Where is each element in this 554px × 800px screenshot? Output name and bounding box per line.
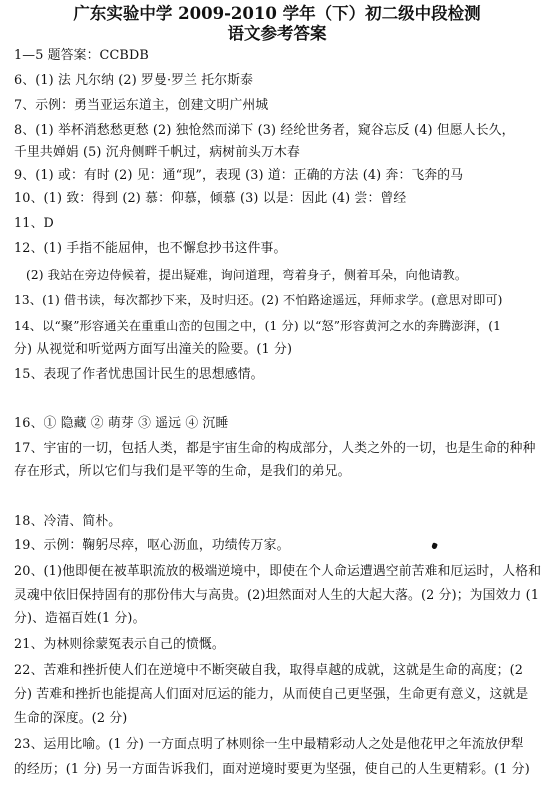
answer-line: 16、① 隐藏 ② 萌芽 ③ 遥远 ④ 沉睡: [14, 416, 229, 431]
answer-line: 21、为林则徐蒙冤表示自己的愤慨。: [14, 637, 225, 652]
answer-line: 分)、造福百姓(1 分)。: [14, 611, 146, 626]
answer-line: 14、以“聚”形容通关在重重山峦的包围之中，(1 分) 以“怒”形容黄河之水的奔腾澎湃，(1: [14, 319, 502, 333]
answer-line: 生命的深度。(2 分): [14, 711, 128, 726]
answer-line: 分) 从视觉和听觉两方面写出潼关的险要。(1 分): [14, 342, 293, 357]
answer-line: 存在形式，所以它们与我们是平等的生命，是我们的弟兄。: [14, 464, 351, 479]
answer-line: 6、(1) 法 凡尔纳 (2) 罗曼·罗兰 托尔斯泰: [14, 73, 254, 88]
answer-line: 22、苦难和挫折使人们在逆境中不断突破自我，取得卓越的成就，这就是生命的高度；(2: [14, 663, 524, 678]
answer-line: (2) 我站在旁边侍候着，提出疑难，询问道理，弯着身子，侧着耳朵，向他请教。: [26, 268, 468, 282]
answer-line: 11、D: [14, 216, 54, 231]
answer-line: 9、(1) 或：有时 (2) 见：通“现”，表现 (3) 道：正确的方法 (4) 奔：飞奔的马: [14, 168, 464, 183]
answer-line: 7、示例：勇当亚运东道主，创建文明广州城: [14, 98, 269, 113]
answer-line: 分) 苦难和挫折也能提高人们面对厄运的能力，从而使自己更坚强，生命更有意义，这就是: [14, 687, 529, 702]
answer-line: 8、(1) 举杯消愁愁更愁 (2) 独怆然而涕下 (3) 经纶世务者，窥谷忘反 (4) 但愿人长久，: [14, 123, 515, 138]
answer-line: 18、冷清、简朴。: [14, 514, 122, 529]
answer-line: 13、(1) 借书读，每次都抄下来，及时归还。(2) 不怕路途遥远，拜师求学。(意思对即可): [14, 293, 503, 307]
answer-line: 17、宇宙的一切，包括人类，都是宇宙生命的构成部分，人类之外的一切，也是生命的种种: [14, 441, 536, 456]
answer-line: 12、(1) 手指不能屈伸，也不懈怠抄书这件事。: [14, 241, 287, 256]
answer-line: 1—5 题答案：CCBDB: [14, 48, 149, 63]
answer-line: 的经历；(1 分) 另一方面告诉我们，面对逆境时要更为坚强，使自己的人生更精彩。(1 分): [14, 762, 530, 777]
answer-line: 15、表现了作者忧患国计民生的思想感情。: [14, 367, 264, 382]
document-subtitle: 语文参考答案: [227, 24, 327, 43]
answer-line: 10、(1) 致：得到 (2) 慕：仰慕，倾慕 (3) 以是：因此 (4) 尝：曾经: [14, 191, 407, 206]
answer-line: 20、(1)他即便在被革职流放的极端逆境中，即使在个人命运遭遇空前苦难和厄运时，人格和: [14, 564, 542, 579]
answer-line: 千里共婵娟 (5) 沉舟侧畔千帆过，病树前头万木春: [14, 145, 300, 160]
document-title: 广东实验中学 2009-2010 学年（下）初二级中段检测: [73, 4, 481, 23]
answer-line: 19、示例：鞠躬尽瘁，呕心沥血，功绩传万家。: [14, 538, 290, 553]
answer-line: 23、运用比喻。(1 分) 一方面点明了林则徐一生中最精彩动人之处是他花甲之年流放伊犁: [14, 737, 524, 752]
answer-line: 灵魂中依旧保持固有的那份伟大与高贵。(2)坦然面对人生的大起大落。(2 分)；为国效力 (1: [14, 588, 540, 603]
